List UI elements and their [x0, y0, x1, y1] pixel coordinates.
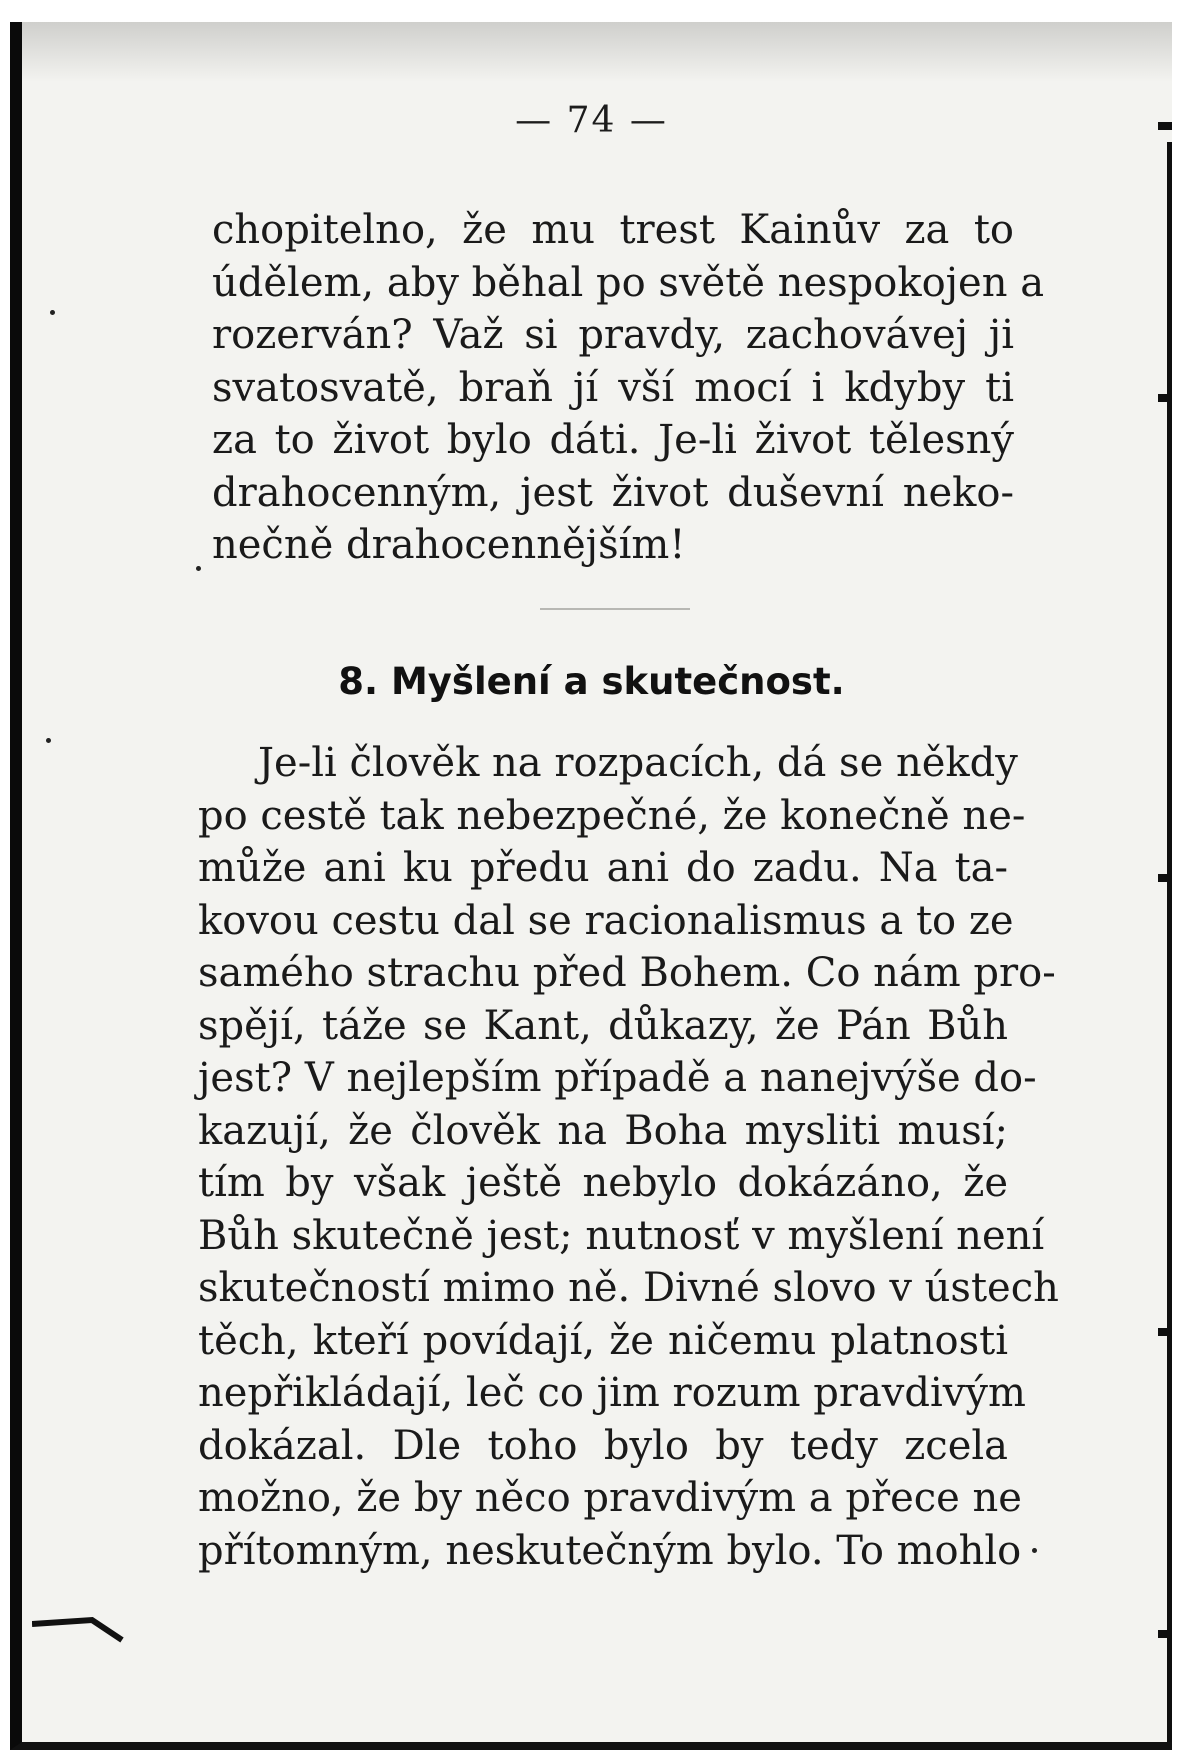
- paragraph-section-8: [198, 737, 1059, 1577]
- text-line: přítomným, neskutečným bylo. To mohlo: [198, 1527, 1022, 1574]
- paragraph-continuation: [212, 204, 1045, 572]
- page-speck: [196, 566, 201, 571]
- text-line: možno, že by něco pravdivým a přece ne: [198, 1475, 1022, 1521]
- text-line: po cestě tak nebezpečné, že konečně ne-: [198, 792, 1026, 839]
- text-line: jest? V nejlepším případě a nanejvýše do-: [198, 1055, 1037, 1101]
- text-line: svatosvatě, braň jí vší mocí i kdyby ti: [212, 364, 1014, 411]
- text-line: Bůh skutečně jest; nutnosť v myšlení není: [198, 1212, 1045, 1259]
- text-line: rozerván? Važ si pravdy, zachovávej ji: [212, 312, 1014, 358]
- text-line: tím by však ještě nebylo dokázáno, že: [198, 1160, 1008, 1206]
- text-line: nečně drahocennějším!: [212, 522, 686, 568]
- section-heading: 8. Myšlení a skutečnost.: [338, 660, 845, 703]
- page-number: — 74 —: [515, 100, 668, 141]
- text-line: za to život bylo dáti. Je-li život tělesný: [212, 417, 1014, 463]
- text-line: spějí, táže se Kant, důkazy, že Pán Bůh: [198, 1002, 1008, 1049]
- page-speck: [50, 310, 55, 315]
- text-line: skutečností mimo ně. Divné slovo v ústech: [198, 1265, 1059, 1311]
- text-line: Je-li člověk na rozpacích, dá se někdy: [258, 740, 1018, 786]
- text-line: dokázal. Dle toho bylo by tedy zcela: [198, 1422, 1008, 1469]
- text-line: samého strachu před Bohem. Co nám pro-: [198, 950, 1056, 996]
- page-top-shadow: [22, 22, 1172, 82]
- binding-tick: [1158, 1328, 1172, 1336]
- binding-tick: [1158, 1630, 1172, 1638]
- binding-tick: [1158, 394, 1172, 402]
- text-line: drahocenným, jest život duševní neko-: [212, 469, 1014, 516]
- corner-scan-mark: [32, 1610, 142, 1644]
- binding-edge-rail: [1167, 142, 1172, 1742]
- text-line: nepřikládají, leč co jim rozum pravdivým: [198, 1370, 1026, 1416]
- text-line: může ani ku předu ani do zadu. Na ta-: [198, 845, 1008, 891]
- text-line: údělem, aby běhal po světě nespokojen a: [212, 259, 1045, 306]
- section-divider: [540, 608, 690, 610]
- text-line: těch, kteří povídají, že ničemu platnosti: [198, 1317, 1008, 1364]
- page-speck: [1032, 1548, 1037, 1553]
- binding-tick: [1158, 874, 1172, 882]
- text-line: chopitelno, že mu trest Kainův za to: [212, 207, 1014, 253]
- text-line: kovou cestu dal se racionalismus a to ze: [198, 897, 1014, 944]
- text-line: kazují, že člověk na Boha mysliti musí;: [198, 1107, 1008, 1154]
- page-speck: [46, 738, 51, 743]
